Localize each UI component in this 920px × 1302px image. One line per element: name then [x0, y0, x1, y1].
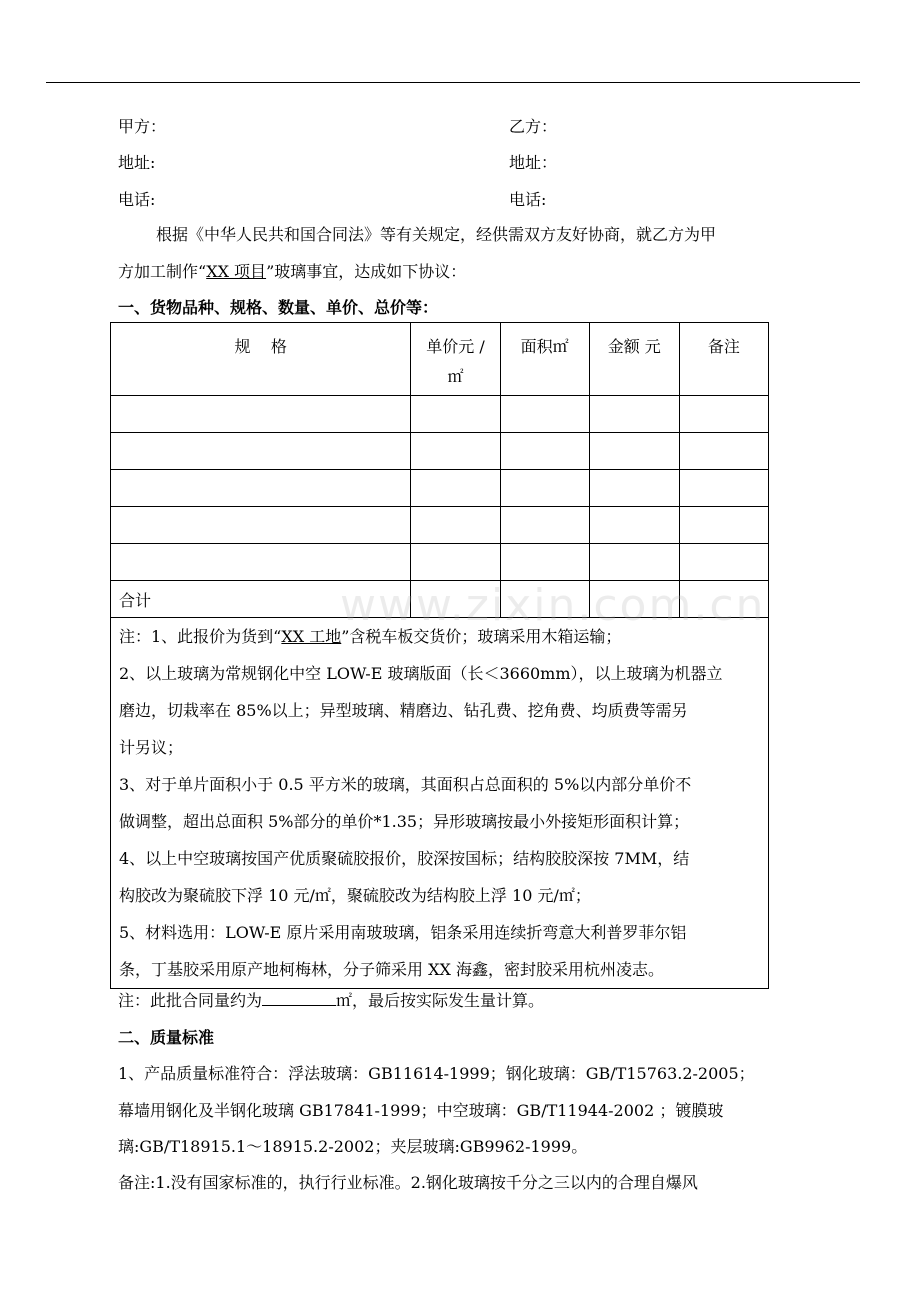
table-cell[interactable]: [500, 581, 589, 618]
table-cell[interactable]: [411, 433, 500, 470]
table-cell[interactable]: [111, 507, 411, 544]
table-cell[interactable]: [411, 581, 500, 618]
note-5b: 条，丁基胶采用原产地柯梅林，分子筛采用 XX 海鑫，密封胶采用杭州凌志。: [119, 960, 664, 979]
header-area: 面积㎡: [500, 323, 589, 396]
phone-b-label: 电话:: [509, 190, 547, 209]
note-3b: 做调整，超出总面积 5%部分的单价*1.35；异形玻璃按最小外接矩形面积计算；: [119, 812, 690, 831]
table-cell[interactable]: [500, 507, 589, 544]
phone-a-label: 电话:: [118, 190, 156, 209]
note-4b: 构胶改为聚硫胶下浮 10 元/㎡，聚硫胶改为结构胶上浮 10 元/㎡；: [119, 886, 591, 905]
quantity-blank[interactable]: [262, 989, 336, 1006]
table-cell[interactable]: [679, 470, 768, 507]
table-row: [111, 396, 769, 433]
table-cell[interactable]: [679, 433, 768, 470]
table-cell[interactable]: [679, 396, 768, 433]
table-cell[interactable]: [500, 433, 589, 470]
table-cell[interactable]: [589, 507, 679, 544]
intro-line-2: 方加工制作“XX 项目”玻璃事宜，达成如下协议：: [118, 262, 467, 281]
note-4a: 4、以上中空玻璃按国产优质聚硫胶报价，胶深按国标；结构胶胶深按 7MM，结: [119, 849, 690, 868]
notes-cell: [111, 618, 769, 989]
table-cell[interactable]: [589, 396, 679, 433]
note-1: 注：1、此报价为货到“XX 工地”含税车板交货价；玻璃采用木箱运输；: [119, 627, 622, 646]
note-2b: 磨边，切栽率在 85%以上；异型玻璃、精磨边、钻孔费、挖角费、均质费等需另: [119, 701, 688, 720]
table-cell[interactable]: [500, 544, 589, 581]
note-2a: 2、以上玻璃为常规钢化中空 LOW-E 玻璃版面（长＜3660mm），以上玻璃为机器立: [119, 664, 723, 683]
party-b-label: 乙方：: [509, 117, 558, 136]
table-cell[interactable]: [111, 396, 411, 433]
table-row: [111, 544, 769, 581]
table-notes-row: [111, 618, 769, 989]
section-1-title: 一、货物品种、规格、数量、单价、总价等：: [118, 298, 439, 317]
table-cell[interactable]: [411, 544, 500, 581]
quality-line-4: 备注:1.没有国家标准的，执行行业标准。2.钢化玻璃按千分之三以内的合理自爆风: [118, 1173, 698, 1192]
note-3a: 3、对于单片面积小于 0.5 平方米的玻璃，其面积占总面积的 5%以内部分单价不: [119, 775, 692, 794]
table-cell[interactable]: [500, 396, 589, 433]
table-cell[interactable]: [589, 470, 679, 507]
header-rule: [46, 82, 860, 83]
party-a-label: 甲方：: [118, 117, 167, 136]
header-spec: 规 格: [111, 323, 411, 396]
note-2c: 计另议；: [119, 738, 184, 757]
quality-line-2: 幕墙用钢化及半钢化玻璃 GB17841-1999；中空玻璃：GB/T11944-2002 ；镀膜玻: [118, 1101, 724, 1120]
quantity-note: 注：此批合同量约为 ㎡，最后按实际发生量计算。: [118, 991, 545, 1010]
address-b-label: 地址：: [509, 153, 558, 172]
header-unit-price: 单价元 / ㎡: [411, 323, 500, 396]
quality-line-1: 1、产品质量标准符合：浮法玻璃：GB11614-1999；钢化玻璃：GB/T15763.2-2005；: [118, 1064, 755, 1083]
table-cell[interactable]: [589, 581, 679, 618]
project-name: XX 项目: [206, 262, 267, 281]
quality-line-3: 璃:GB/T18915.1～18915.2-2002；夹层玻璃:GB9962-1999。: [118, 1137, 588, 1156]
site-name: XX 工地: [281, 627, 342, 646]
watermark: www.zixin.com.cn: [340, 580, 766, 631]
table-header-row: [111, 323, 769, 396]
table-cell[interactable]: [589, 433, 679, 470]
note-5a: 5、材料选用：LOW-E 原片采用南玻玻璃，铝条采用连续折弯意大利普罗菲尔铝: [119, 923, 687, 942]
table-cell[interactable]: [111, 544, 411, 581]
table-row: [111, 507, 769, 544]
table-cell[interactable]: [589, 544, 679, 581]
intro-line-1: 根据《中华人民共和国合同法》等有关规定，经供需双方友好协商，就乙方为甲: [156, 225, 717, 244]
goods-table: [110, 322, 769, 989]
table-cell[interactable]: [111, 470, 411, 507]
table-cell[interactable]: [679, 544, 768, 581]
table-row: [111, 470, 769, 507]
header-amount: 金额 元: [589, 323, 679, 396]
address-a-label: 地址:: [118, 153, 156, 172]
section-2-title: 二、质量标准: [118, 1028, 215, 1047]
table-row: [111, 433, 769, 470]
total-label: 合计: [111, 581, 411, 618]
table-cell[interactable]: [679, 507, 768, 544]
table-total-row: [111, 581, 769, 618]
table-cell[interactable]: [679, 581, 768, 618]
table-cell[interactable]: [500, 470, 589, 507]
table-cell[interactable]: [411, 507, 500, 544]
header-remark: 备注: [679, 323, 768, 396]
table-cell[interactable]: [411, 470, 500, 507]
table-cell[interactable]: [411, 396, 500, 433]
table-cell[interactable]: [111, 433, 411, 470]
